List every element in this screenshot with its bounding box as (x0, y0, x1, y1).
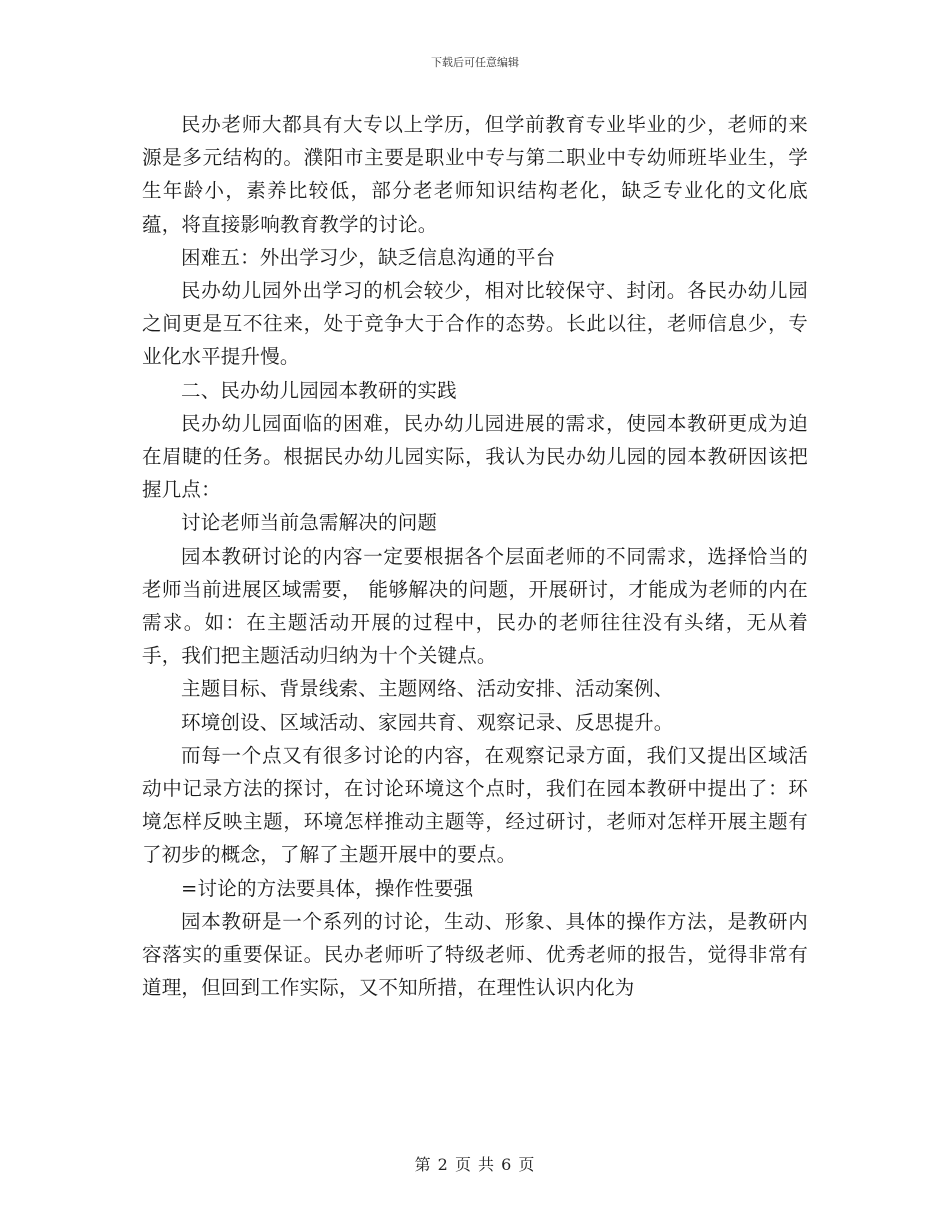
document-body (142, 108, 808, 1004)
section-heading: =讨论的方法要具体，操作性要强 (181, 876, 474, 900)
key-points-line: 主题目标、背景线索、主题网络、活动安排、活动案例、 (181, 677, 674, 701)
section-heading: 困难五：外出学习少，缺乏信息沟通的平台 (181, 245, 556, 269)
section-heading: 讨论老师当前急需解决的问题 (181, 511, 438, 535)
section-heading: 二、民办幼儿园园本教研的实践 (181, 378, 457, 402)
key-points-line: 环境创设、区域活动、家园共育、观察记录、反思提升。 (181, 710, 674, 734)
paragraph: 而每一个点又有很多讨论的内容，在观察记录方面，我们又提出区域活动中记录方法的探讨，在讨论环境这个点时，我们在园本教研中提出了：环境怎样反映主题，环境怎样推动主题等，经过研讨，老师对怎样开展主题有了初步的概念，了解了主题开展中的要点。 (142, 743, 808, 867)
paragraph: 民办幼儿园面临的困难，民办幼儿园进展的需求，使园本教研更成为迫在眉睫的任务。根据民办幼儿园实际，我认为民办幼儿园的园本教研因该把握几点： (142, 411, 808, 502)
paragraph: 民办幼儿园外出学习的机会较少，相对比较保守、封闭。各民办幼儿园之间更是互不往来，处于竞争大于合作的态势。长此以往，老师信息少，专业化水平提升慢。 (142, 279, 808, 369)
paragraph: 民办老师大都具有大专以上学历，但学前教育专业毕业的少，老师的来源是多元结构的。濮阳市主要是职业中专与第二职业中专幼师班毕业生，学生年龄小，素养比较低，部分老老师知识结构老化，缺乏专业化的文化底蕴，将直接影响教育教学的讨论。 (142, 113, 808, 236)
page-header: 下载后可任意编辑 (431, 56, 519, 69)
page-number: 第 2 页 共 6 页 (414, 1155, 536, 1174)
paragraph: 园本教研讨论的内容一定要根据各个层面老师的不同需求，选择恰当的老师当前进展区域需要， 能够解决的问题，开展研讨，才能成为老师的内在需求。如：在主题活动开展的过程中，民办的老师往往没有头绪，无从着手，我们把主题活动归纳为十个关键点。 (142, 544, 808, 668)
paragraph: 园本教研是一个系列的讨论，生动、形象、具体的操作方法，是教研内容落实的重要保证。民办老师听了特级老师、优秀老师的报告，觉得非常有道理，但回到工作实际，又不知所措，在理性认识内化为 (142, 909, 808, 1000)
